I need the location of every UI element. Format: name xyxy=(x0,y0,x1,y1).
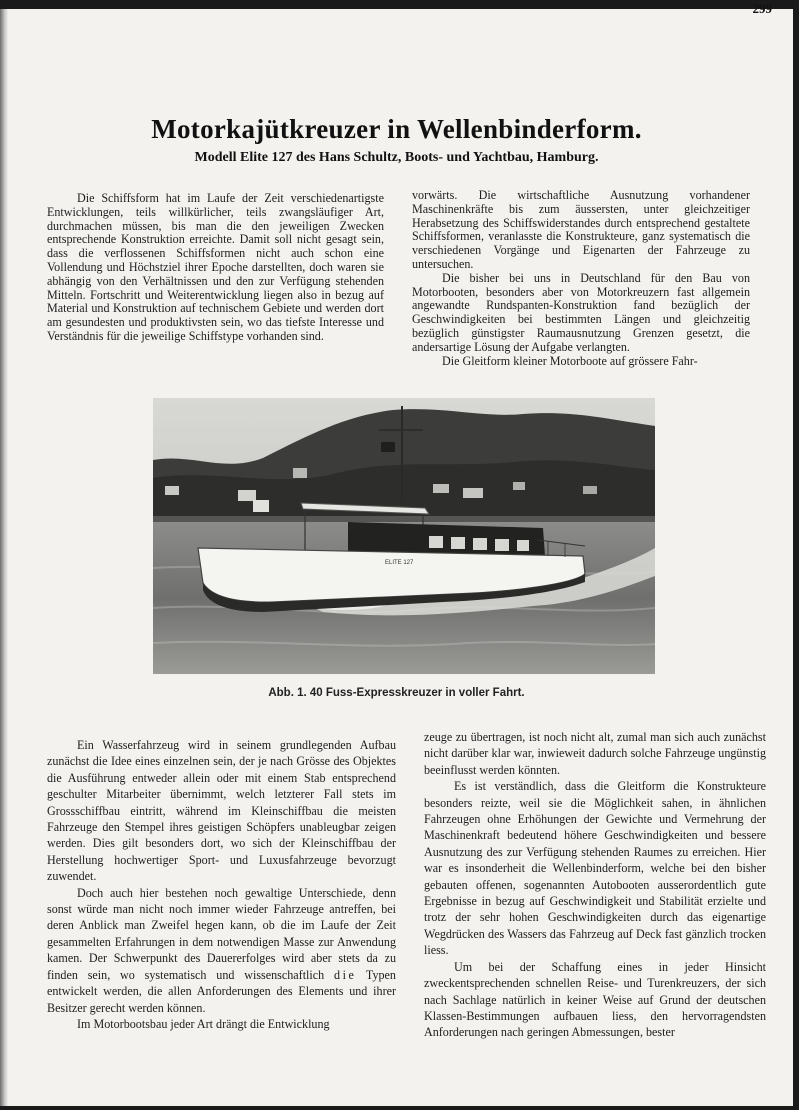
text-column-top-right xyxy=(412,189,750,368)
paragraph: Es ist verständlich, dass die Gleitform die Konstrukteure besonders reizte, weil sie die Möglichkeit sahen, in ähnlichen Fahrzeugen ohne Erhöhungen der Gewichte und Vermehrung der Maschinenkraft bedeutend höhere Geschwindigkeiten und bessere Ausnutzung des zur Verfügung stehenden Raumes zu erreichen. Hier war es insonderheit die Wellenbinderform, welche bei den bisher gebauten offenen, sogenannten Autobooten ausserordentlich gute Ergebnisse in bezug auf Geschwindigkeit und Stabilität erzielte und trotz der sehr hohen Geschwindigkeiten durch das eigenartige Wegdrücken des Wassers das Fahrzeug auf Deck fast gänzlich trocken liess. xyxy=(424,779,766,958)
paragraph xyxy=(47,885,396,1016)
paragraph: Die Gleitform kleiner Motorboote auf grössere Fahr- xyxy=(442,353,698,368)
paragraph-part: Doch auch hier bestehen noch gewaltige Unterschiede, denn sonst würde man nicht noch immer wieder Fahrzeuge antreffen, bei deren Anblick man Zweifel hegen kann, ob die im Laufe der Zeit gesammelten Erfahrungen in dem notwendigen Masse zur Anwendung kamen. Der Schwerpunkt des Dauererfolges wird aber stets da zu finden sein, wo systematisch und wissenschaftlich xyxy=(47,885,396,982)
article-subtitle: Modell Elite 127 des Hans Schultz, Boots- und Yachtbau, Hamburg. xyxy=(194,150,599,165)
figure-caption: Abb. 1. 40 Fuss-Expresskreuzer in voller Fahrt. xyxy=(268,687,525,699)
article-title: Motorkajütkreuzer in Wellenbinderform. xyxy=(151,114,642,144)
page-number: 299 xyxy=(752,1,772,16)
text-column-bottom-left xyxy=(47,737,396,1032)
boat-photo-image xyxy=(153,398,655,674)
boat-photo xyxy=(153,398,655,674)
paragraph: Ein Wasserfahrzeug wird in seinem grundlegenden Aufbau zunächst die Idee eines einzelnen sein, der je nach Grösse des Objektes die Ausführung entweder allein oder mit einem Stab entsprechend geschulter Mitarbeiter übernimmt, welch letzterer Fall stets im Grossschiffbau eintritt, während im Kleinschiffbau die meisten Fahrzeuge den Stempel ihres geistigen Schöpfers unableugbar zeigen werden. Dies gilt besonders dort, wo sich der Kleinschiffbau der Herstellung hochwertiger Sport- und Luxusfahrzeuge bevorzugt zuwendet. xyxy=(47,738,396,884)
paragraph: Die Schiffsform hat im Laufe der Zeit verschiedenartigste Entwicklungen, teils willkürlicher, teils zwangsläufiger Art, durchmachen müssen, bis man die den jeweiligen Zwecken entsprechende Konstruktion erreichte. Damit soll nicht gesagt sein, dass die verflossenen Schiffsformen nicht auch schon eine Vollendung und Höchstziel ihrer Epoche darstellten, doch waren sie abhängig von den Verhältnissen und den zur Verfügung stehenden Mitteln. Fortschritt und Weiterentwicklung liegen also in bezug auf Material und Konstruktion auf technischem Gebiete und werden dort am gesundesten und produktivsten sein, wo das tiefste Interesse und Verständnis für die jeweilige Schiffstype vorhanden sind. xyxy=(47,191,384,343)
text-column-top-left xyxy=(47,192,384,344)
paragraph: vorwärts. Die wirtschaftliche Ausnutzung vorhandener Maschinenkräfte bis zum äussersten, unter gleichzeitiger Herabsetzung des Schiffswiderstandes durch entsprechend gestaltete Schiffsformen, veranlasste die Konstrukteure, ganz systematisch die verschiedenen Vorgänge und Eigenarten der Fahrzeuge zu untersuchen. xyxy=(412,188,750,271)
paragraph-part: Typen entwickelt werden, die allen Anforderungen des Elements und ihrer Besitzer gerecht werden können. xyxy=(47,967,396,1015)
paragraph: Um bei der Schaffung eines in jeder Hinsicht zweckentsprechenden schnellen Reise- und Turenkreuzers, der sich nach Sachlage natürlich in keiner Weise auf Grund der deutschen Klassen-Bestimmungen aufbauen liess, den hervorragendsten Anforderungen nach geringen Abmessungen, bester xyxy=(424,959,766,1040)
emphasized-word: die xyxy=(334,967,357,982)
paragraph: Im Motorbootsbau jeder Art drängt die Entwicklung xyxy=(77,1016,330,1031)
hull-lettering: ELITE 127 xyxy=(385,560,414,566)
page-edge xyxy=(0,9,8,1106)
paragraph: Die bisher bei uns in Deutschland für den Bau von Motorbooten, besonders aber von Motorkreuzern fast allgemein angewandte Rundspanten-Konstruktion fand bezüglich der Geschwindigkeiten bei bestimmten Längen und gleichzeitig bezüglich günstigster Raumausnutzung Grenzen gesetzt, die andersartige Lösung der Aufgabe verlangten. xyxy=(412,270,750,354)
text-column-bottom-right xyxy=(424,729,766,1041)
paragraph: zeuge zu übertragen, ist noch nicht alt, zumal man sich auch zunächst nicht darüber klar war, inwieweit dadurch solche Fahrzeuge ungünstig beeinflusst werden könnten. xyxy=(424,730,766,777)
